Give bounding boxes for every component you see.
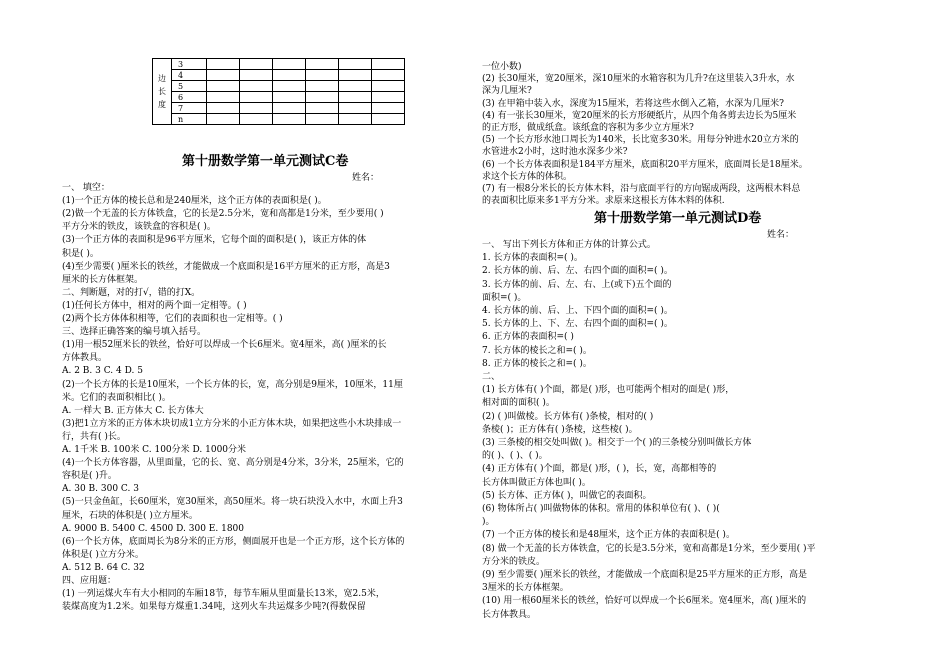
question-line: (5) 一个长方形水池口周长为140米，长比宽多30米。用每分钟进水20立方米的 <box>482 135 799 146</box>
question-line: (4)至少需要( )厘米长的铁丝，才能做成一个底面积是16平方厘米的正方形，高是3 <box>62 261 390 272</box>
question-line: 条棱( )；正方体有( )条棱，这些棱( )。 <box>482 424 638 435</box>
question-line: 7. 长方体的棱长之和=( )。 <box>482 345 592 356</box>
question-line: 二、判断题，对的打√，错的打X。 <box>62 287 201 298</box>
question-line: (4) 正方体有( )个面，都是( )形，( )，长，宽，高都相等的 <box>482 464 717 475</box>
question-line: 一、 写出下列长方体和正方体的计算公式。 <box>482 240 656 250</box>
test-c-name-label: 姓名： <box>352 173 380 183</box>
question-line: 1. 长方体的表面积=( )。 <box>482 253 583 264</box>
question-line: 2. 长方体的前、后、左、右四个面的面积=( )。 <box>482 266 673 277</box>
question-line: (4) 有一张长30厘米，宽20厘米的长方形硬纸片，从四个角各剪去边长为5厘米 <box>482 110 797 121</box>
question-line: (2)一个长方体的长是10厘米，一个长方体的长，宽，高分别是9厘米，10厘米，11厘 <box>62 379 403 390</box>
question-line: 一、 填空： <box>62 183 110 193</box>
question-line: (10) 用一根60厘米长的铁丝，恰好可以焊成一个长6厘米。宽4厘米，高( )厘米的 <box>482 596 807 607</box>
question-line: 厘米，石块的体积是( )立方厘米。 <box>62 510 198 521</box>
side-length-table <box>152 58 405 125</box>
question-line: 装煤高度为1.2米。如果每方煤重1.34吨，这列火车共运煤多少吨?(得数保留 <box>62 602 366 613</box>
question-line: (2)做一个无盖的长方体铁盒，它的长是2.5分米，宽和高都是1分米，至少要用( ) <box>62 209 384 220</box>
question-line: (2)两个长方体体积相等，它们的表面积也一定相等。( ) <box>62 314 283 324</box>
question-line: 方体教具。 <box>62 353 108 364</box>
question-line: (7) 一个正方体的棱长和是48厘米，这个正方体的表面积是( )。 <box>482 530 735 541</box>
test-d-name-label: 姓名： <box>767 230 795 240</box>
question-line: (3) 三条棱的相交处叫做( )。相交于一个( )的三条棱分别叫做长方体 <box>482 438 752 448</box>
question-line: (3) 在甲箱中装入水，深度为15厘米，若将这些水倒入乙箱，水深为几厘米? <box>482 98 784 109</box>
table-row: 3 <box>172 59 207 70</box>
question-line: 的表面积比原来多1平方分米。求原来这根长方体木料的体积. <box>482 196 725 207</box>
table-row: 4 <box>172 70 207 81</box>
question-line: 容积是( )升。 <box>62 471 117 482</box>
question-line: (2) 长30厘米，宽20厘米，深10厘米的水箱容积为几升?在这里装入3升水，水 <box>482 74 795 85</box>
question-line: A. 512 B. 64 C. 32 <box>62 562 145 573</box>
question-line: 厘米的长方体框架。 <box>62 274 144 285</box>
question-line: 水管进水2小时，这时池水深多少米? <box>482 147 628 158</box>
question-line: 5. 长方体的上、下、左、右四个面的面积=( )。 <box>482 319 673 330</box>
side-length-label: 边 长 度 <box>153 59 172 125</box>
test-c-title: 第十册数学第一单元测试C卷 <box>182 154 349 169</box>
table-row: n <box>172 114 207 125</box>
question-line: (7) 有一根8分米长的长方体木料，沿与底面平行的方向锯成两段，这两根木料总 <box>482 184 801 194</box>
question-line: 行，共有( )长。 <box>62 431 126 442</box>
question-line: (5) 长方体、正方体( )，叫做它的表面积。 <box>482 490 652 501</box>
question-line: 积是( )。 <box>62 248 99 259</box>
question-line: 体积是( )立方分米。 <box>62 549 144 560</box>
table-row: 5 <box>172 81 207 92</box>
question-line: (1) 一列运煤火车有大小相同的车厢18节，每节车厢从里面量长13米，宽2.5米， <box>62 589 385 600</box>
question-line: A. 2 B. 3 C. 4 D. 5 <box>62 366 143 377</box>
question-line: 长方体教具。 <box>482 609 537 620</box>
question-line: (3)把1立方米的正方体木块切成1立方分米的小正方体木块，如果把这些小木块排成一 <box>62 418 402 429</box>
question-line: (1)任何长方体中，相对的两个面一定相等。( ) <box>62 300 247 311</box>
question-line: (2) ( )叫做棱。长方体有( )条棱，相对的( ) <box>482 411 654 422</box>
question-line: 8. 正方体的棱长之和=( )。 <box>482 358 592 369</box>
question-line: A. 9000 B. 5400 C. 4500 D. 300 E. 1800 <box>62 523 244 534</box>
question-line: (4)一个长方体容器，从里面量，它的长、宽、高分别是4分米，3分米，25厘米，它的 <box>62 458 404 469</box>
question-line: (6)一个长方体，底面周长为8分米的正方形，侧面展开也是一个正方形，这个长方体的 <box>62 536 405 547</box>
question-line: (1)一个正方体的棱长总和是240厘米，这个正方体的表面积是( )。 <box>62 196 327 207</box>
question-line: 的( )、( )、( )。 <box>482 451 548 462</box>
question-line: A. 一样大 B. 正方体大 C. 长方体大 <box>62 405 204 416</box>
question-line: (6) 一个长方体表面积是184平方厘米，底面积20平方厘米，底面周长是18厘米。 <box>482 159 808 170</box>
question-line: )。 <box>482 517 495 528</box>
question-line: 一位小数) <box>482 62 522 72</box>
question-line: 求这个长方体的体积。 <box>482 171 573 182</box>
question-line: 面积=( )。 <box>482 292 527 303</box>
question-line: 深为几厘米? <box>482 86 532 97</box>
question-line: 平方分米的铁皮，该铁盒的容积是( )。 <box>62 222 216 233</box>
question-line: (5)一只金鱼缸，长60厘米，宽30厘米，高50厘米。将一块石块没入水中，水面上升3 <box>62 497 403 508</box>
question-line: 二、 <box>482 372 501 382</box>
question-line: 3厘米的长方体框架。 <box>482 583 569 594</box>
question-line: 相对面的面积( )。 <box>482 398 555 409</box>
question-line: 三、选择正确答案的编号填入括号。 <box>62 327 207 338</box>
test-d-title: 第十册数学第一单元测试D卷 <box>594 211 762 226</box>
question-line: (1) 长方体有( )个面，都是( )形，也可能两个相对的面是( )形， <box>482 385 735 396</box>
question-line: 3. 长方体的前、后、左、右、上(或下)五个面的 <box>482 279 672 290</box>
question-line: A. 1千米 B. 100米 C. 100分米 D. 1000分米 <box>62 445 247 455</box>
question-line: (6) 物体所占( )叫做物体的体积。常用的体积单位有( )、( )( <box>482 504 720 514</box>
question-line: 方分米的铁皮。 <box>482 556 546 567</box>
question-line: 米。它们的表面积相比( )。 <box>62 392 171 403</box>
question-line: 四、应用题： <box>62 576 117 586</box>
question-line: 4. 长方体的前、后、上、下四个面的面积=( )。 <box>482 306 673 316</box>
question-line: A. 30 B. 300 C. 3 <box>62 484 139 495</box>
question-line: 的正方形，做成纸盒。该纸盒的容积为多少立方厘米? <box>482 123 694 133</box>
table-row: 7 <box>172 103 207 114</box>
table-row: 6 <box>172 92 207 103</box>
question-line: (9) 至少需要( )厘米长的铁丝，才能做成一个底面积是25平方厘米的正方形，高是 <box>482 570 807 580</box>
question-line: 6. 正方体的表面积=( ) <box>482 332 574 343</box>
question-line: (1)用一根52厘米长的铁丝，恰好可以焊成一个长6厘米。宽4厘米，高( )厘米的长 <box>62 340 387 351</box>
question-line: 长方体叫做正方体也叫( )。 <box>482 477 591 488</box>
question-line: (3)一个正方体的表面积是96平方厘米，它每个面的面积是( )，该正方体的体 <box>62 235 367 246</box>
question-line: (8) 做一个无盖的长方体铁盒，它的长是3.5分米，宽和高都是1分米，至少要用( )平 <box>482 543 816 554</box>
